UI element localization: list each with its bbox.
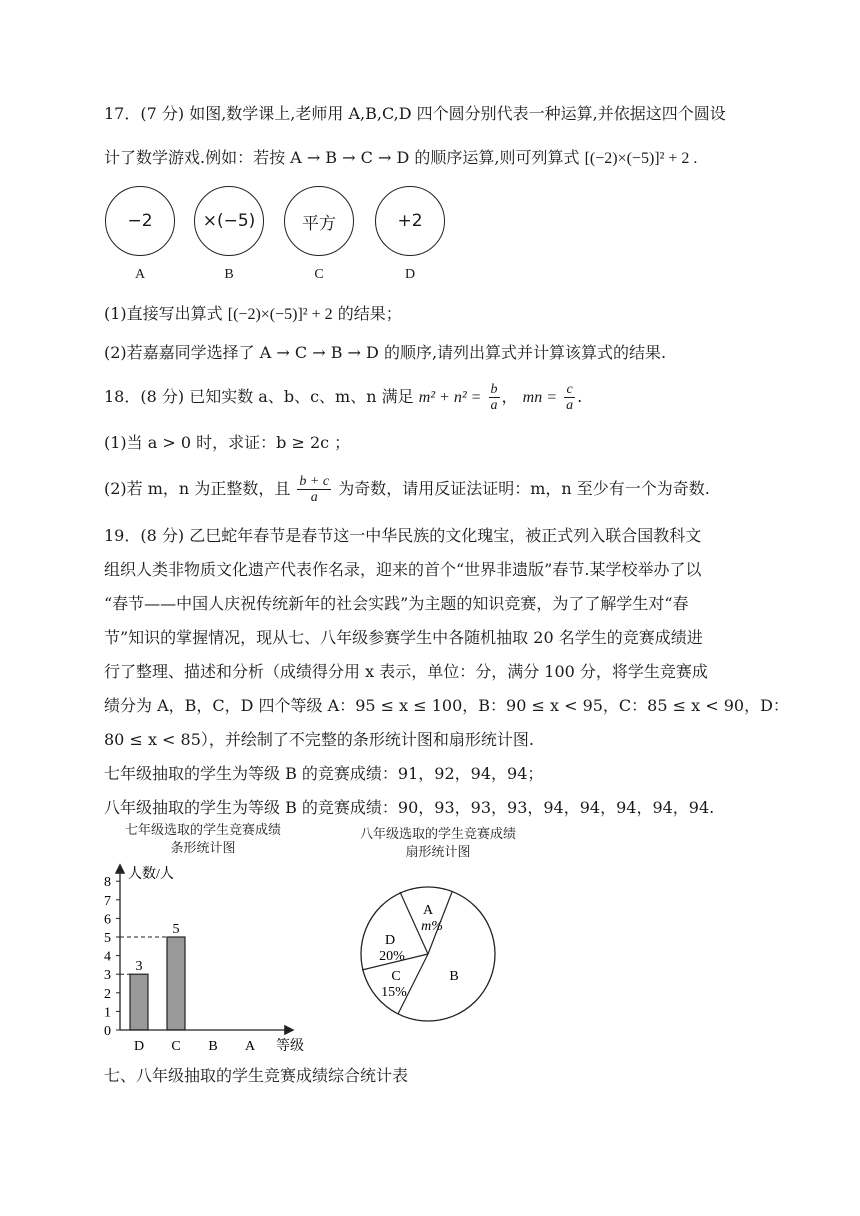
bar-chart-bars (130, 922, 185, 1030)
q18-part2-den: a (310, 490, 318, 505)
circle-d-label: D (404, 267, 416, 282)
bar-chart (96, 858, 326, 1058)
bar-chart-ylabel: 人数/人 (128, 867, 174, 882)
q17-part1-prefix: (1)直接写出算式 (104, 304, 223, 323)
pie-chart-title-line1: 八年级选取的学生竞赛成绩 (359, 827, 516, 842)
circle-c: 平方 (284, 186, 354, 256)
bar-chart-y-tick-label: 2 (104, 986, 111, 1002)
q19-line-5: 行了整理、描述和分析（成绩得分用 x 表示，单位：分，满分 100 分，将学生竞赛成 (104, 662, 708, 681)
pie-slice-d-value: 20% (379, 949, 405, 964)
q18-eq1-left: m² + n² = (418, 389, 482, 406)
q18-eq1-den: a (490, 398, 498, 413)
bar-chart-y-tick-label: 1 (104, 1005, 111, 1021)
q19-table-title: 七、八年级抽取的学生竞赛成绩综合统计表 (104, 1066, 409, 1085)
q17-line2-text: 计了数学游戏.例如：若按 A → B → C → D 的顺序运算,则可列算式 (104, 148, 580, 167)
q18-eq2-den: a (566, 398, 574, 413)
q17-line2 (104, 148, 697, 169)
q19-line-7: 80 ≤ x < 85），并绘制了不完整的条形统计图和扇形统计图. (104, 730, 534, 749)
circle-b-label: B (224, 267, 234, 282)
bar-chart-xlabel: 等级 (276, 1039, 304, 1054)
circle-b: ×(−5) (194, 186, 264, 256)
bar-chart-y-tick-label: 8 (104, 875, 111, 891)
bar-chart-x-tick-label: C (171, 1039, 181, 1054)
q19-line-2: 组织人类非物质文化遗产代表作名录，迎来的首个“世界非遗版”春节.某学校举办了以 (104, 560, 702, 579)
bar-chart-title-line1: 七年级选取的学生竞赛成绩 (124, 823, 281, 838)
pie-slice-a-value: m% (421, 919, 443, 934)
q18-line1 (104, 382, 582, 413)
pie-chart-title (338, 826, 538, 862)
circle-a: −2 (105, 186, 175, 256)
bar-chart-y-tick-label: 7 (104, 893, 111, 909)
bar-chart-x-tick-label: A (244, 1039, 256, 1054)
bar-chart-title (108, 822, 298, 858)
q18-part2-suffix: 为奇数，请用反证法证明：m，n 至少有一个为奇数. (338, 479, 710, 498)
pie-slice-c-label: C (391, 969, 401, 984)
q17-line2-formula: [(−2)×(−5)]² + 2 . (584, 150, 698, 167)
bar-chart-y-tick-label: 6 (104, 912, 111, 928)
q18-line1-prefix: 18．(8 分) 已知实数 a、b、c、m、n 满足 (104, 387, 414, 406)
bar-D-value-label: 3 (135, 959, 143, 975)
q19-line-1: 19．(8 分) 乙巳蛇年春节是春节这一中华民族的文化瑰宝，被正式列入联合国教科文 (104, 526, 702, 545)
q17-part1 (104, 304, 402, 325)
q19-line-6: 绩分为 A，B，C，D 四个等级 A：95 ≤ x ≤ 100，B：90 ≤ x < 95，C：85 ≤ x < 90，D： (104, 696, 789, 715)
q18-part2-num: b + c (299, 474, 330, 489)
q18-end: . (577, 387, 583, 406)
q17-part1-formula: [(−2)×(−5)]² + 2 (227, 306, 333, 323)
q18-separator: ， (501, 387, 518, 406)
q18-eq2-fraction (564, 382, 575, 413)
pie-chart-title-line2: 扇形统计图 (405, 845, 471, 860)
circle-d: +2 (375, 186, 445, 256)
q18-eq1-fraction (489, 382, 500, 413)
q19-line-3: “春节——中国人庆祝传统新年的社会实践”为主题的知识竞赛，为了了解学生对“春 (104, 594, 689, 613)
q19-grade8-b: 八年级抽取的学生为等级 B 的竞赛成绩：90，93，93，93，94，94，94，94，94. (104, 798, 715, 817)
bar-chart-y-tick-label: 3 (104, 968, 111, 984)
q17-part1-suffix: 的结果； (337, 304, 402, 323)
bar-chart-x-tick-label: D (133, 1039, 145, 1054)
q19-line-4: 节”知识的掌握情况，现从七、八年级参赛学生中各随机抽取 20 名学生的竞赛成绩进 (104, 628, 703, 647)
circle-c-label: C (314, 267, 324, 282)
q18-eq2-num: c (564, 382, 575, 398)
bar-chart-y-tick-label: 5 (104, 931, 111, 946)
bar-chart-x-labels (134, 1039, 256, 1054)
circle-a-label: A (134, 267, 146, 282)
q18-part2 (104, 474, 710, 505)
pie-chart (360, 868, 500, 1028)
q18-part2-prefix: (2)若 m，n 为正整数，且 (104, 479, 291, 498)
bar-chart-y-ticks (104, 875, 120, 1039)
bar-chart-title-line2: 条形统计图 (170, 841, 236, 856)
bar-chart-y-tick-label: 4 (104, 949, 111, 965)
pie-slice-b-label: B (449, 969, 459, 984)
bar-chart-x-tick-label: B (208, 1039, 218, 1054)
bar-D (130, 974, 148, 1030)
q17-line1: 17．(7 分) 如图,数学课上,老师用 A,B,C,D 四个圆分别代表一种运算,并依据这四个圆设 (104, 104, 726, 123)
q18-eq1-num: b (490, 382, 498, 397)
pie-slice-d-label: D (384, 933, 396, 948)
bar-chart-y-tick-label: 0 (104, 1024, 111, 1039)
bar-C (167, 937, 185, 1030)
pie-slice-c-value: 15% (381, 985, 407, 1000)
q18-part1: (1)当 a > 0 时，求证：b ≥ 2c ； (104, 433, 351, 452)
bar-chart-grid (120, 937, 167, 974)
q18-part2-fraction (297, 474, 331, 505)
q19-grade7-b: 七年级抽取的学生为等级 B 的竞赛成绩：91，92，94，94； (104, 764, 544, 783)
q18-eq2-left: mn = (522, 389, 557, 406)
pie-slice-a-label: A (422, 903, 434, 918)
bar-C-value-label: 5 (172, 922, 180, 937)
q17-part2: (2)若嘉嘉同学选择了 A → C → B → D 的顺序,请列出算式并计算该算式的结果. (104, 343, 667, 362)
